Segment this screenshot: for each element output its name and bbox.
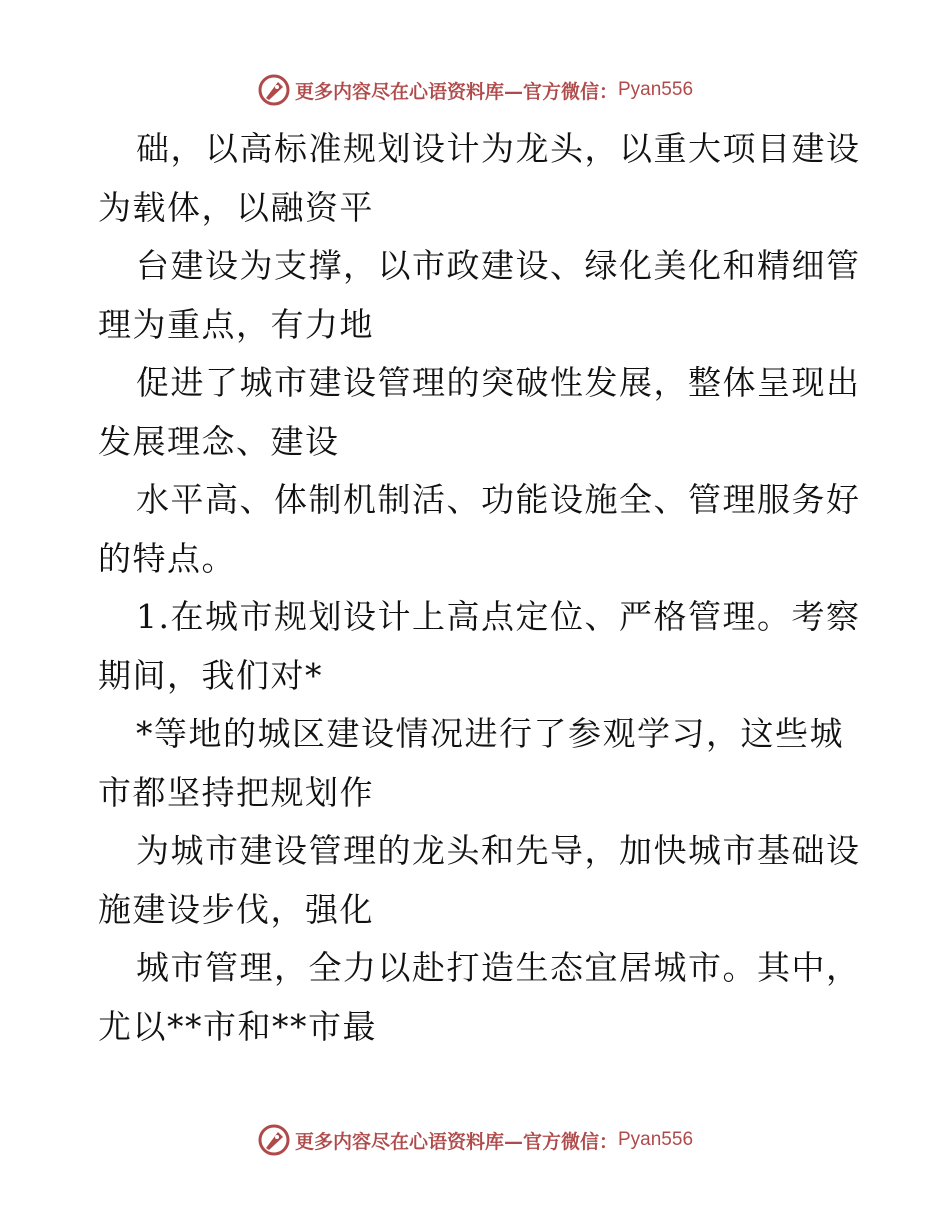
paragraph	[98, 471, 861, 588]
paragraph-line: 台建设为支撑，以市政建设、绿化美化和精细管	[136, 246, 861, 285]
pen-nib-logo-icon	[257, 73, 291, 107]
paragraph-line: 的特点。	[98, 538, 236, 578]
watermark-wechat-id: Pyan556	[618, 79, 694, 100]
paragraph	[98, 588, 861, 705]
watermark-text: 更多内容尽在心语资料库—官方微信：	[294, 80, 618, 103]
paragraph-line: 期间，我们对*	[98, 655, 323, 695]
paragraph-line: 为载体，以融资平	[98, 187, 374, 227]
paragraph-line: 1.在城市规划设计上高点定位、严格管理。考察	[136, 597, 861, 636]
paragraph-line: 尤以**市和**市最	[98, 1006, 377, 1046]
paragraph	[98, 822, 861, 939]
paragraph-line: 为城市建设管理的龙头和先导，加快城市基础设	[136, 831, 861, 870]
paragraph-line: 理为重点，有力地	[98, 304, 374, 344]
paragraph-line: 发展理念、建设	[98, 421, 340, 461]
paragraph-line: 水平高、体制机制活、功能设施全、管理服务好	[136, 480, 861, 519]
document-body	[98, 120, 861, 1056]
paragraph-line: 城市管理，全力以赴打造生态宜居城市。其中，	[136, 948, 861, 987]
paragraph-line: *等地的城区建设情况进行了参观学习，这些城	[136, 714, 844, 753]
watermark-wechat-id: Pyan556	[618, 1129, 694, 1150]
footer-watermark	[0, 1120, 950, 1160]
pen-nib-logo-icon	[257, 1123, 291, 1157]
header-watermark	[0, 70, 950, 110]
paragraph-line: 促进了城市建设管理的突破性发展，整体呈现出	[136, 363, 861, 402]
paragraph-line: 施建设步伐，强化	[98, 889, 374, 929]
paragraph-line: 础，以高标准规划设计为龙头，以重大项目建设	[136, 129, 861, 168]
watermark-text: 更多内容尽在心语资料库—官方微信：	[294, 1130, 618, 1153]
paragraph	[98, 354, 861, 471]
paragraph-line: 市都坚持把规划作	[98, 772, 374, 812]
paragraph	[98, 120, 861, 237]
paragraph	[98, 705, 858, 822]
paragraph	[98, 237, 861, 354]
paragraph	[98, 939, 861, 1056]
